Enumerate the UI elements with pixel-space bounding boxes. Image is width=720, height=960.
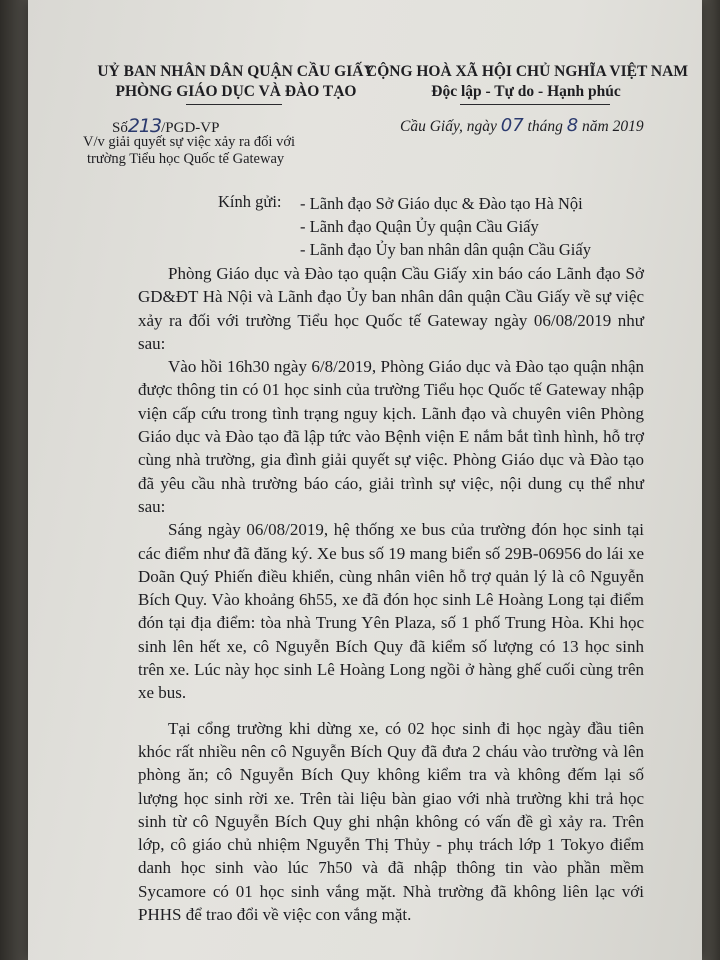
national-motto: Độc lập - Tự do - Hạnh phúc xyxy=(431,83,621,100)
issuer-line-2: PHÒNG GIÁO DỤC VÀ ĐÀO TẠO xyxy=(115,83,357,100)
subject-line-1: V/v giải quyết sự việc xảy ra đối với xyxy=(83,134,296,150)
document-subject xyxy=(83,134,295,168)
recipient-item: - Lãnh đạo Sở Giáo dục & Đào tạo Hà Nội xyxy=(300,194,583,213)
issuer-underline xyxy=(186,104,282,105)
doc-number-suffix: /PGD-VP xyxy=(161,120,220,136)
issuer-line-1: UỶ BAN NHÂN DÂN QUẬN CẦU GIẤY xyxy=(97,63,375,80)
date-month: 8 xyxy=(566,115,579,136)
recipient-item: - Lãnh đạo Quận Ủy quận Cầu Giấy xyxy=(300,217,539,236)
document-page xyxy=(28,0,702,960)
national-line-1: CỘNG HOÀ XÃ HỘI CHỦ NGHĨA VIỆT NAM xyxy=(366,63,688,80)
doc-number-handwritten: 213 xyxy=(127,115,162,137)
recipients-label: Kính gửi: xyxy=(218,192,282,211)
date-month-label: tháng xyxy=(527,118,563,135)
national-header xyxy=(366,62,686,102)
date-place: Cầu Giấy, ngày xyxy=(400,118,497,135)
date-day: 07 xyxy=(500,115,524,136)
document-date xyxy=(400,115,644,136)
doc-number-prefix: Số xyxy=(112,120,128,136)
motto-underline xyxy=(460,104,610,105)
body-paragraph: Phòng Giáo dục và Đào tạo quận Cầu Giấy xin báo cáo Lãnh đạo Sở GD&ĐT Hà Nội và Lãnh đạo Ủy ban nhân dân quận Cầu Giấy về sự việc xảy ra đối với trường Tiểu học Quốc tế Gateway ngày 06/08/2019 như sau: xyxy=(138,264,644,353)
body-paragraph: Vào hồi 16h30 ngày 6/8/2019, Phòng Giáo dục và Đào tạo quận nhận được thông tin có 01 học sinh của trường Tiểu học Quốc tế Gateway nhập viện cấp cứu trong tình trạng nguy kịch. Lãnh đạo và chuyên viên Phòng Giáo dục và Đào tạo đã lập tức vào Bệnh viện E nắm bắt tình hình, hỗ trợ cùng nhà trường, gia đình giải quyết sự việc. Phòng Giáo dục và Đào tạo đã yêu cầu nhà trường báo cáo, giải trình sự việc, nội dung cụ thể như sau: xyxy=(138,357,644,516)
issuer-header xyxy=(86,62,386,102)
recipient-item: - Lãnh đạo Ủy ban nhân dân quận Cầu Giấy xyxy=(300,240,591,259)
subject-line-2: trường Tiểu học Quốc tế Gateway xyxy=(87,151,285,167)
recipients-list xyxy=(300,192,591,261)
body-paragraph: Tại cổng trường khi dừng xe, có 02 học sinh đi học ngày đầu tiên khóc rất nhiều nên cô Nguyễn Bích Quy đã đưa 2 cháu vào trường và lên phòng ăn; cô Nguyễn Bích Quy không kiểm tra và không đếm lại số lượng học sinh rời xe. Trên tài liệu bàn giao với nhà trường khi trả học sinh từ cô Nguyễn Bích Quy ghi nhận không có vấn đề gì xảy ra. Trên lớp, cô giáo chủ nhiệm Nguyễn Thị Thủy - phụ trách lớp 1 Tokyo điểm danh học sinh vào lúc 7h50 và đã nhập thông tin vào phần mềm Sycamore có 01 học sinh vắng mặt. Nhà trường đã không liên lạc với PHHS để trao đổi về việc con vắng mặt. xyxy=(138,718,644,925)
date-year: năm 2019 xyxy=(582,118,644,135)
document-body xyxy=(138,262,644,926)
body-paragraph: Sáng ngày 06/08/2019, hệ thống xe bus của trường đón học sinh tại các điểm như đã đăng ký. Xe bus số 19 mang biển số 29B-06956 do lái xe Doãn Quý Phiến điều khiển, cùng nhân viên hỗ trợ quản lý là cô Nguyễn Bích Quy. Vào khoảng 6h55, xe đã đón học sinh Lê Hoàng Long tại điểm đón tại địa điểm: tòa nhà Trung Yên Plaza, số 1 phố Trung Hòa. Khi học sinh lên hết xe, cô Nguyễn Bích Quy đã kiểm số lượng có 13 học sinh trên xe. Lúc này học sinh Lê Hoàng Long ngồi ở hàng ghế cuối cùng trên xe bus. xyxy=(138,520,644,703)
